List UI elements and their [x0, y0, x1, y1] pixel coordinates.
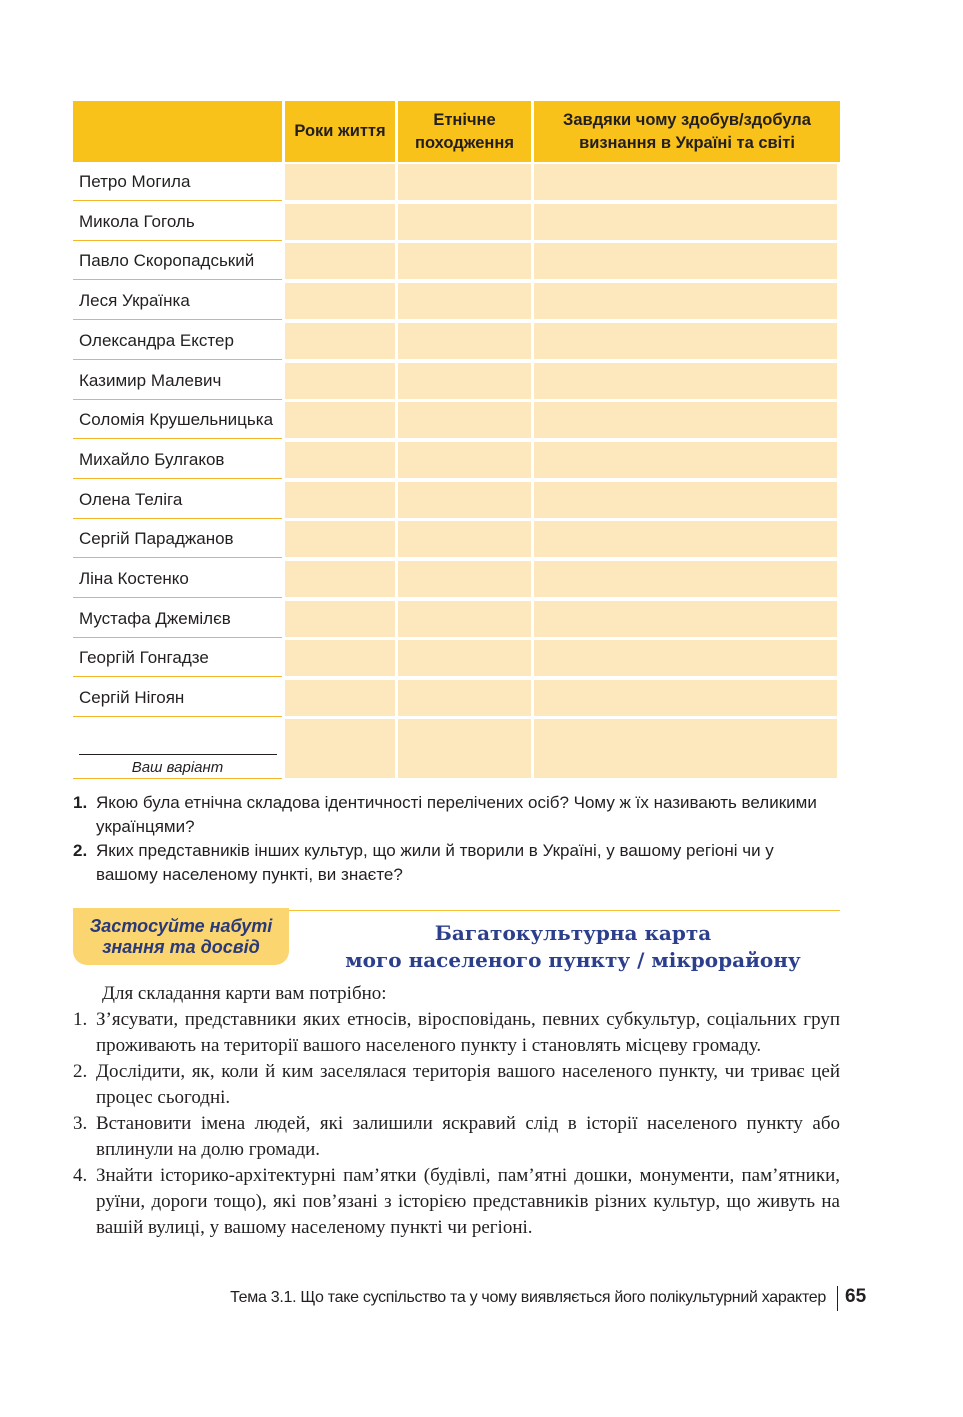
- task-item-text: Встановити імена людей, які залишили яскравий слід в історії населеного пункту або вплинули на долю громади.: [96, 1113, 840, 1160]
- table-row: [73, 638, 840, 678]
- table-row: [73, 400, 840, 440]
- cell-years[interactable]: [285, 243, 395, 279]
- header-years-of-life: Роки життя: [285, 101, 395, 162]
- cell-recognition[interactable]: [534, 601, 837, 637]
- section-title: [300, 920, 846, 974]
- cell-recognition[interactable]: [534, 243, 837, 279]
- task-item-text: Знайти історико-архітектурні пам’ятки (будівлі, пам’ятні дошки, монументи, пам’ятники, руїни, дороги тощо), які пов’язані з історією представників різних культур, що живуть на вашій вулиці, у вашому населеному пункті чи регіоні.: [96, 1165, 840, 1238]
- header-recognition-line2: визнання в Україні та світі: [579, 133, 795, 152]
- cell-years[interactable]: [285, 164, 395, 200]
- your-variant-label: Ваш варіант: [73, 758, 282, 779]
- task-intro: Для складання карти вам потрібно:: [102, 983, 387, 1004]
- task-item: [73, 1059, 840, 1111]
- cell-ethnic-origin[interactable]: [398, 521, 531, 557]
- cell-years[interactable]: [285, 482, 395, 518]
- cell-years[interactable]: [285, 442, 395, 478]
- question-item: [73, 791, 840, 839]
- cell-years[interactable]: [285, 719, 395, 778]
- table-row: [73, 202, 840, 242]
- cell-recognition[interactable]: [534, 640, 837, 676]
- cell-ethnic-origin[interactable]: [398, 482, 531, 518]
- cell-ethnic-origin[interactable]: [398, 402, 531, 438]
- cell-years[interactable]: [285, 601, 395, 637]
- cell-ethnic-origin[interactable]: [398, 283, 531, 319]
- cell-recognition[interactable]: [534, 402, 837, 438]
- header-ethnic-origin-line2: походження: [415, 133, 514, 152]
- cell-years[interactable]: [285, 323, 395, 359]
- header-recognition-line1: Завдяки чому здобув/здобула: [563, 110, 811, 129]
- cell-recognition[interactable]: [534, 442, 837, 478]
- cell-years[interactable]: [285, 363, 395, 399]
- person-name: Сергій Параджанов: [73, 519, 282, 558]
- task-item-number: 1.: [73, 1009, 88, 1030]
- header-empty-cell: [73, 101, 282, 162]
- cell-years[interactable]: [285, 283, 395, 319]
- table-row: [73, 678, 840, 718]
- header-ethnic-origin-line1: Етнічне: [433, 110, 496, 129]
- question-text: Яких представників інших культур, що жили й творили в Україні, у вашому регіоні чи у вашому населеному пункті, ви знаєте?: [96, 841, 774, 884]
- page-number: 65: [845, 1286, 867, 1307]
- table-row: [73, 559, 840, 599]
- task-item-number: 2.: [73, 1061, 88, 1082]
- table-row: [73, 440, 840, 480]
- cell-years[interactable]: [285, 521, 395, 557]
- header-ethnic-origin: [398, 101, 531, 162]
- cell-ethnic-origin[interactable]: [398, 363, 531, 399]
- table-header: [73, 101, 840, 162]
- cell-recognition[interactable]: [534, 323, 837, 359]
- person-name: Сергій Нігоян: [73, 678, 282, 717]
- cell-ethnic-origin[interactable]: [398, 640, 531, 676]
- person-name: Мустафа Джемілєв: [73, 599, 282, 638]
- question-number: 2.: [73, 841, 88, 860]
- cell-ethnic-origin[interactable]: [398, 719, 531, 778]
- task-item: [73, 1111, 840, 1163]
- table-row: [73, 599, 840, 639]
- cell-recognition[interactable]: [534, 521, 837, 557]
- table-row: [73, 361, 840, 401]
- person-name: Соломія Крушельницька: [73, 400, 282, 439]
- cell-years[interactable]: [285, 680, 395, 716]
- table-row: [73, 281, 840, 321]
- cell-ethnic-origin[interactable]: [398, 561, 531, 597]
- cell-years[interactable]: [285, 402, 395, 438]
- task-item-text: Дослідити, як, коли й ким заселялася територія вашого населеного пункту, чи триває цей процес сьогодні.: [96, 1061, 840, 1108]
- cell-years[interactable]: [285, 640, 395, 676]
- cell-ethnic-origin[interactable]: [398, 601, 531, 637]
- task-item: [73, 1163, 840, 1241]
- badge-line-1: Застосуйте набуті: [89, 915, 273, 936]
- cell-recognition[interactable]: [534, 283, 837, 319]
- footer-divider: [837, 1286, 838, 1311]
- person-name: Ліна Костенко: [73, 559, 282, 598]
- person-name: Георгій Гонгадзе: [73, 638, 282, 677]
- cell-ethnic-origin[interactable]: [398, 243, 531, 279]
- cell-years[interactable]: [285, 561, 395, 597]
- table-row: [73, 162, 840, 202]
- cell-recognition[interactable]: [534, 680, 837, 716]
- person-name: Олена Теліга: [73, 480, 282, 519]
- questions-list: [73, 791, 840, 887]
- person-name: Олександра Екстер: [73, 321, 282, 360]
- person-name: Леся Українка: [73, 281, 282, 320]
- badge-line-2: знання та досвід: [102, 936, 260, 957]
- task-item: [73, 1007, 840, 1059]
- cell-recognition[interactable]: [534, 363, 837, 399]
- cell-recognition[interactable]: [534, 164, 837, 200]
- cell-ethnic-origin[interactable]: [398, 323, 531, 359]
- question-number: 1.: [73, 793, 88, 812]
- table-row: [73, 480, 840, 520]
- table-row-your-variant: [73, 717, 840, 779]
- cell-ethnic-origin[interactable]: [398, 680, 531, 716]
- cell-ethnic-origin[interactable]: [398, 164, 531, 200]
- person-name: Михайло Булгаков: [73, 440, 282, 479]
- section-title-line-2: мого населеного пункту / мікрорайону: [345, 948, 801, 972]
- section-title-line-1: Багатокультурна карта: [434, 921, 712, 945]
- cell-ethnic-origin[interactable]: [398, 204, 531, 240]
- table-row: [73, 241, 840, 281]
- person-name: Павло Скоропадський: [73, 241, 282, 280]
- table-row: [73, 519, 840, 559]
- cell-recognition[interactable]: [534, 719, 837, 778]
- running-footer: Тема 3.1. Що таке суспільство та у чому виявляється його полікультурний характер: [230, 1289, 826, 1306]
- apply-knowledge-badge: [73, 908, 289, 965]
- cell-recognition[interactable]: [534, 482, 837, 518]
- task-item-text: З’ясувати, представники яких етносів, віросповідань, певних субкультур, соціальних груп проживають на території вашого населеного пункту і становлять місцеву громаду.: [96, 1009, 840, 1056]
- task-item-number: 3.: [73, 1113, 88, 1134]
- task-body: [73, 981, 840, 1241]
- cell-recognition[interactable]: [534, 204, 837, 240]
- cell-ethnic-origin[interactable]: [398, 442, 531, 478]
- header-recognition: [534, 101, 840, 162]
- table-row: [73, 321, 840, 361]
- task-item-number: 4.: [73, 1165, 88, 1186]
- question-item: [73, 839, 840, 887]
- person-name: Петро Могила: [73, 162, 282, 201]
- question-text: Якою була етнічна складова ідентичності перелічених осіб? Чому ж їх називають великими українцями?: [96, 793, 817, 836]
- cell-recognition[interactable]: [534, 561, 837, 597]
- person-name: Казимир Малевич: [73, 361, 282, 400]
- your-variant-blank-line[interactable]: [79, 754, 277, 755]
- person-name: Микола Гоголь: [73, 202, 282, 241]
- cell-years[interactable]: [285, 204, 395, 240]
